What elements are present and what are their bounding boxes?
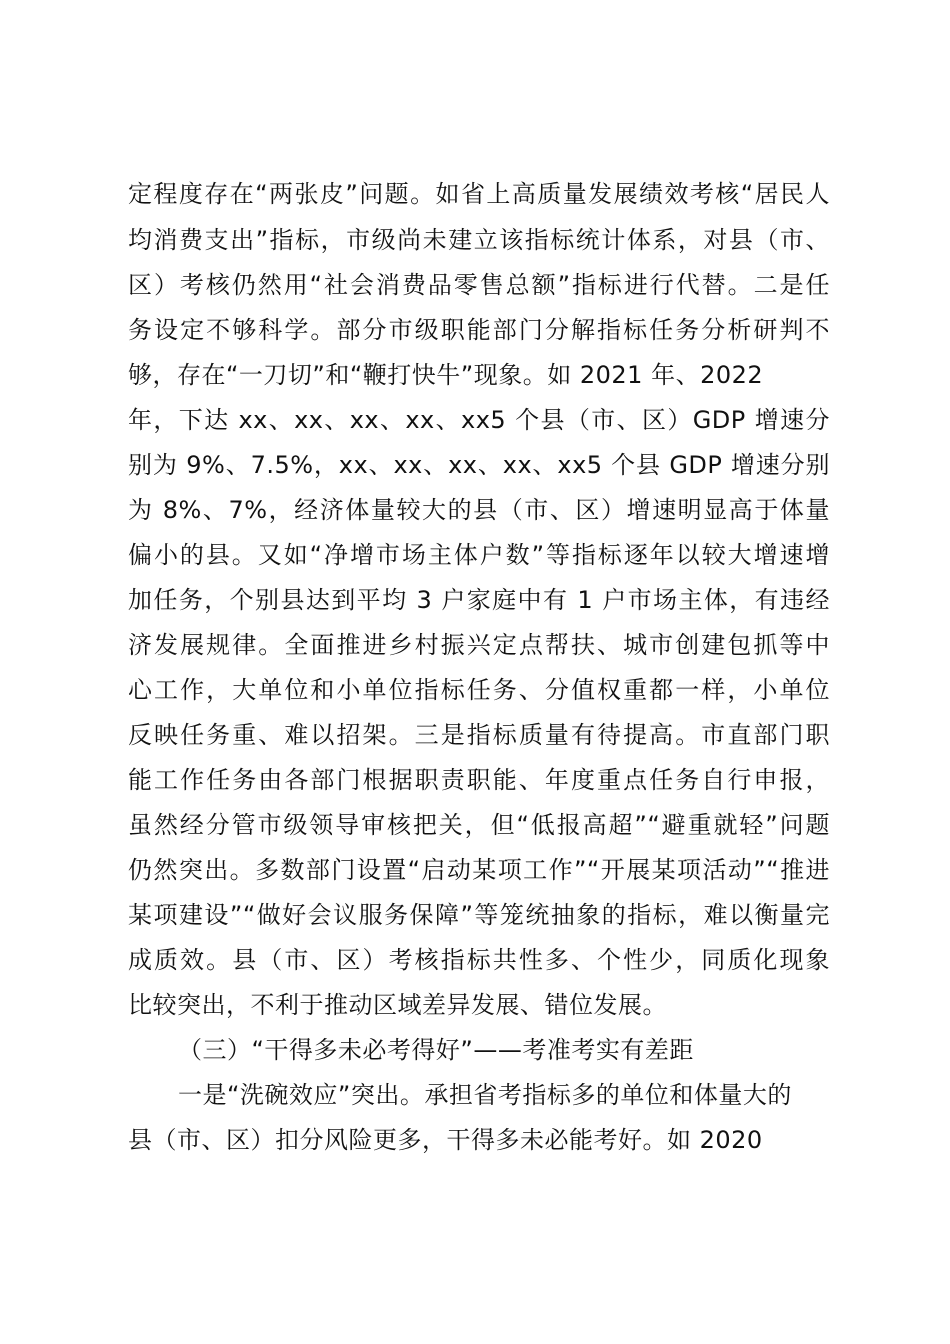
body-line: 为 8%、7%，经济体量较大的县（市、区）增速明显高于体量 [128, 496, 830, 524]
body-line: 心工作，大单位和小单位指标任务、分值权重都一样，小单位 [128, 676, 830, 704]
body-line: 够，存在“一刀切”和“鞭打快牛”现象。如 2021 年、2022 [128, 361, 764, 389]
body-line: 比较突出，不利于推动区域差异发展、错位发展。 [128, 991, 667, 1019]
body-line: 别为 9%、7.5%，xx、xx、xx、xx、xx5 个县 GDP 增速分别 [128, 451, 830, 479]
body-line: 能工作任务由各部门根据职责职能、年度重点任务自行申报， [128, 766, 830, 794]
body-line: 某项建设”“做好会议服务保障”等笼统抽象的指标，难以衡量完 [128, 901, 830, 929]
body-line: 加任务，个别县达到平均 3 户家庭中有 1 户市场主体，有违经 [128, 586, 830, 614]
body-line: 济发展规律。全面推进乡村振兴定点帮扶、城市创建包抓等中 [128, 631, 830, 659]
body-line: 反映任务重、难以招架。三是指标质量有待提高。市直部门职 [128, 721, 830, 749]
body-line: 一是“洗碗效应”突出。承担省考指标多的单位和体量大的 [178, 1081, 792, 1109]
body-line: 年，下达 xx、xx、xx、xx、xx5 个县（市、区）GDP 增速分 [128, 406, 830, 434]
body-line: 县（市、区）扣分风险更多，干得多未必能考好。如 2020 [128, 1126, 763, 1154]
body-line: 成质效。县（市、区）考核指标共性多、个性少，同质化现象 [128, 946, 830, 974]
section-heading: （三）“干得多未必考得好”——考准考实有差距 [178, 1036, 694, 1064]
body-line: 虽然经分管市级领导审核把关，但“低报高超”“避重就轻”问题 [128, 811, 830, 839]
body-line: 仍然突出。多数部门设置“启动某项工作”“开展某项活动”“推进 [128, 856, 830, 884]
body-line: 区）考核仍然用“社会消费品零售总额”指标进行代替。二是任 [128, 271, 830, 299]
body-line: 偏小的县。又如“净增市场主体户数”等指标逐年以较大增速增 [128, 541, 830, 569]
body-line: 均消费支出”指标，市级尚未建立该指标统计体系，对县（市、 [128, 226, 830, 254]
body-line: 务设定不够科学。部分市级职能部门分解指标任务分析研判不 [128, 316, 830, 344]
body-line: 定程度存在“两张皮”问题。如省上高质量发展绩效考核“居民人 [128, 180, 830, 208]
